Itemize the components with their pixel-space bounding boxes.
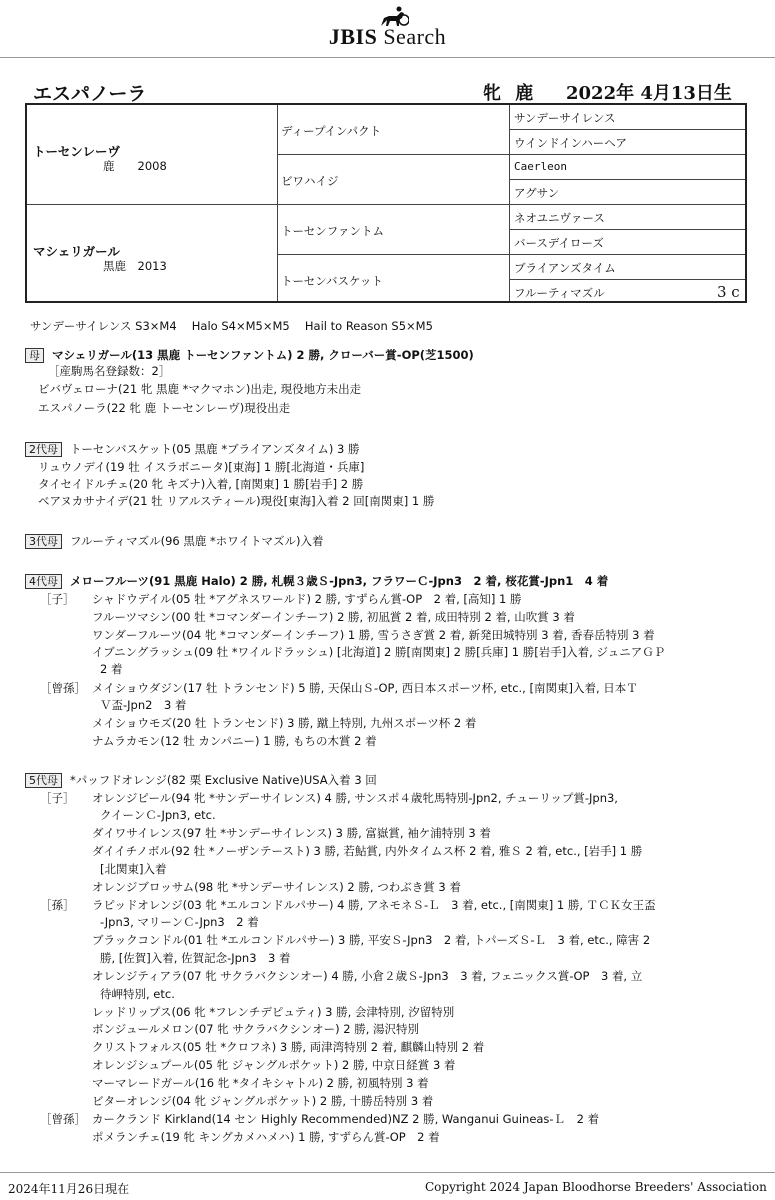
g3-ancestor[interactable]: バースデイローズ xyxy=(514,236,604,250)
sire-name[interactable]: トーセンレーヴ xyxy=(33,144,120,159)
dam-line: マシェリガール(13 黒鹿 トーセンファントム) 2 勝, クローバー賞-OP(芝1500) xyxy=(52,348,474,362)
horse-sex-color: 牝 鹿 xyxy=(483,83,538,104)
group-label: ［子］ xyxy=(40,592,75,606)
g3dam-section xyxy=(25,533,323,549)
dam-name[interactable]: マシェリガール xyxy=(33,244,120,259)
section-tag: 母 xyxy=(25,348,44,363)
g3-ancestor[interactable]: ウインドインハーヘア xyxy=(514,136,627,150)
g2dam-line: トーセンバスケット(05 黒鹿 *ブライアンズタイム) 3 勝 xyxy=(70,442,360,456)
g5dam-line: カークランド Kirkland(14 セン Highly Recommended)NZ 2 勝, Wanganui Guineas-Ｌ 2 着 xyxy=(92,1112,600,1126)
dam-dam[interactable]: トーセンバスケット xyxy=(281,274,383,288)
g5dam-section xyxy=(25,772,377,788)
sire-sire[interactable]: ディープインパクト xyxy=(281,124,382,138)
g3-ancestor[interactable]: サンデーサイレンス xyxy=(514,111,616,125)
g5dam-line: 待岬特別, etc. xyxy=(100,987,175,1001)
g2dam-line: ベアヌカサナイデ(21 牡 リアルスティール)現役[東海]入着 2 回[南関東] 1 勝 xyxy=(38,494,435,508)
g4dam-line: ワンダーフルーツ(04 牝 *コマンダーインチーフ) 1 勝, 雪うさぎ賞 2 着, 新発田城特別 3 着, 香春岳特別 3 着 xyxy=(92,628,655,642)
g5dam-line: ブラックコンドル(01 牡 *エルコンドルパサー) 3 勝, 平安Ｓ-Jpn3 2 着, トパーズＳ-Ｌ 3 着, etc., 障害 2 xyxy=(92,933,651,947)
g4dam-line: シャドウデイル(05 牡 *アグネスワールド) 2 勝, すずらん賞-OP 2 着, [高知] 1 勝 xyxy=(92,592,522,606)
g5dam-line: [北関東]入着 xyxy=(100,862,167,876)
g5dam-line: オレンジブロッサム(98 牝 *サンデーサイレンス) 2 勝, つわぶき賞 3 着 xyxy=(92,880,461,894)
footer-date: 2024年11月26日現在 xyxy=(8,1182,130,1196)
pedigree-table xyxy=(25,103,747,303)
g5dam-line: ダイワサイレンス(97 牡 *サンデーサイレンス) 3 勝, 富嶽賞, 袖ケ浦特別 3 着 xyxy=(92,826,491,840)
g5dam-line: ボンジュールメロン(07 牝 サクラバクシンオー) 2 勝, 湯沢特別 xyxy=(92,1022,420,1036)
dam-line: ビバヴェローナ(21 牝 黒鹿 *マクマホン)出走, 現役地方未出走 xyxy=(38,382,362,396)
g2dam-line: リュウノデイ(19 牡 イスラボニータ)[東海] 1 勝[北海道・兵庫] xyxy=(38,460,365,474)
g4dam-line: フルーツマシン(00 牡 *コマンダーインチーフ) 2 勝, 初凪賞 2 着, 成田特別 2 着, 山吹賞 3 着 xyxy=(92,610,575,624)
g5dam-line: -Jpn3, マリーンＣ-Jpn3 2 着 xyxy=(100,915,259,929)
g4dam-section xyxy=(25,573,608,589)
sire-info: 鹿 2008 xyxy=(103,159,167,173)
horse-birthdate: 2022年 4月13日生 xyxy=(566,83,732,104)
horse-name: エスパノーラ xyxy=(33,83,147,105)
g4dam-line: イブニングラッシュ(09 牡 *ワイルドラッシュ) [北海道] 2 勝[南関東] 2 勝[兵庫] 1 勝[岩手]入着, ジュニアＧＰ xyxy=(92,645,666,659)
section-tag: 2代母 xyxy=(25,442,62,457)
g3dam-line: フルーティマズル(96 黒鹿 *ホワイトマズル)入着 xyxy=(70,534,324,548)
group-label: ［曾孫］ xyxy=(40,1112,86,1126)
dam-line: ［産駒馬名登録数：2］ xyxy=(48,364,171,378)
g4dam-line: メイショウダジン(17 牡 トランセンド) 5 勝, 天保山Ｓ-OP, 西日本スポーツ杯, etc., [南関東]入着, 日本Ｔ xyxy=(92,681,638,695)
g5dam-line: レッドリップス(06 牝 *フレンチデピュティ) 3 勝, 会津特別, 汐留特別 xyxy=(92,1005,455,1019)
section-tag: 5代母 xyxy=(25,773,62,788)
g5dam-line: ラピッドオレンジ(03 牝 *エルコンドルパサー) 4 勝, アネモネＳ-Ｌ 3 着, etc., [南関東] 1 勝, ＴＣＫ女王盃 xyxy=(92,898,656,912)
g3-ancestor[interactable]: ネオユニヴァース xyxy=(514,211,605,225)
dam-info: 黒鹿 2013 xyxy=(103,259,167,273)
section-tag: 4代母 xyxy=(25,574,62,589)
group-label: ［子］ xyxy=(40,791,75,805)
logo-search: Search xyxy=(383,24,447,49)
g3-ancestor[interactable]: アグサン xyxy=(514,186,560,200)
sire-dam[interactable]: ビワハイジ xyxy=(281,174,339,188)
g4dam-line: Ｖ盃-Jpn2 3 着 xyxy=(100,698,187,712)
logo-jbis: JBIS xyxy=(328,24,378,49)
dam-section xyxy=(25,347,474,363)
g2dam-line: タイセイドルチェ(20 牝 キズナ)入着, [南関東] 1 勝[岩手] 2 勝 xyxy=(38,477,364,491)
g3-ancestor[interactable]: フルーティマズル xyxy=(514,286,605,300)
footer-copyright: Copyright 2024 Japan Bloodhorse Breeders' Association xyxy=(425,1180,767,1194)
group-label: ［孫］ xyxy=(40,898,75,912)
footer-divider xyxy=(0,1172,775,1173)
g5dam-line: オレンジシュプール(05 牝 ジャングルポケット) 2 勝, 中京日経賞 3 着 xyxy=(92,1058,456,1072)
g4dam-line: 2 着 xyxy=(100,662,123,676)
jbis-logo[interactable] xyxy=(0,0,775,52)
dam-line: エスパノーラ(22 牝 鹿 トーセンレーヴ)現役出走 xyxy=(38,401,291,415)
inbreeding-line: サンデーサイレンス S3×M4 Halo S4×M5×M5 Hail to Reason S5×M5 xyxy=(30,319,433,333)
section-tag: 3代母 xyxy=(25,534,62,549)
g5dam-line: *パッフドオレンジ(82 栗 Exclusive Native)USA入着 3 回 xyxy=(70,773,377,787)
g4dam-line: メイショウモズ(20 牡 トランセンド) 3 勝, 蹴上特別, 九州スポーツ杯 2 着 xyxy=(92,716,477,730)
family-number: 3 c xyxy=(717,283,740,301)
g5dam-line: 勝, [佐賀]入着, 佐賀記念-Jpn3 3 着 xyxy=(100,951,291,965)
g2dam-section xyxy=(25,441,359,457)
g5dam-line: オレンジティアラ(07 牝 サクラバクシンオー) 4 勝, 小倉２歳Ｓ-Jpn3 3 着, フェニックス賞-OP 3 着, 立 xyxy=(92,969,643,983)
g3-ancestor[interactable]: ブライアンズタイム xyxy=(514,261,616,275)
g5dam-line: オレンジピール(94 牝 *サンデーサイレンス) 4 勝, サンスポ４歳牝馬特別-Jpn2, チューリップ賞-Jpn3, xyxy=(92,791,618,805)
group-label: ［曾孫］ xyxy=(40,681,86,695)
g5dam-line: ダイイチノボル(92 牡 *ノーザンテースト) 3 勝, 若鮎賞, 内外タイムス杯 2 着, 雅Ｓ 2 着, etc., [岩手] 1 勝 xyxy=(92,844,643,858)
g5dam-line: クイーンＣ-Jpn3, etc. xyxy=(100,808,216,822)
g5dam-line: マーマレードガール(16 牝 *タイキシャトル) 2 勝, 初風特別 3 着 xyxy=(92,1076,429,1090)
dam-sire[interactable]: トーセンファントム xyxy=(281,224,385,238)
g4dam-line: メローフルーツ(91 黒鹿 Halo) 2 勝, 札幌３歳Ｓ-Jpn3, フラワーＣ-Jpn3 2 着, 桜花賞-Jpn1 4 着 xyxy=(70,574,609,588)
g4dam-line: ナムラカモン(12 牡 カンパニー) 1 勝, もちの木賞 2 着 xyxy=(92,734,377,748)
g3-ancestor[interactable]: Caerleon xyxy=(514,160,567,173)
header-divider xyxy=(0,57,775,58)
g5dam-line: ビターオレンジ(04 牝 ジャングルポケット) 2 勝, 十勝岳特別 3 着 xyxy=(92,1094,434,1108)
g5dam-line: クリストフォルス(05 牡 *クロフネ) 3 勝, 両津湾特別 2 着, 麒麟山特別 2 着 xyxy=(92,1040,485,1054)
g5dam-line: ポメランチェ(19 牝 キングカメハメハ) 1 勝, すずらん賞-OP 2 着 xyxy=(92,1130,440,1144)
